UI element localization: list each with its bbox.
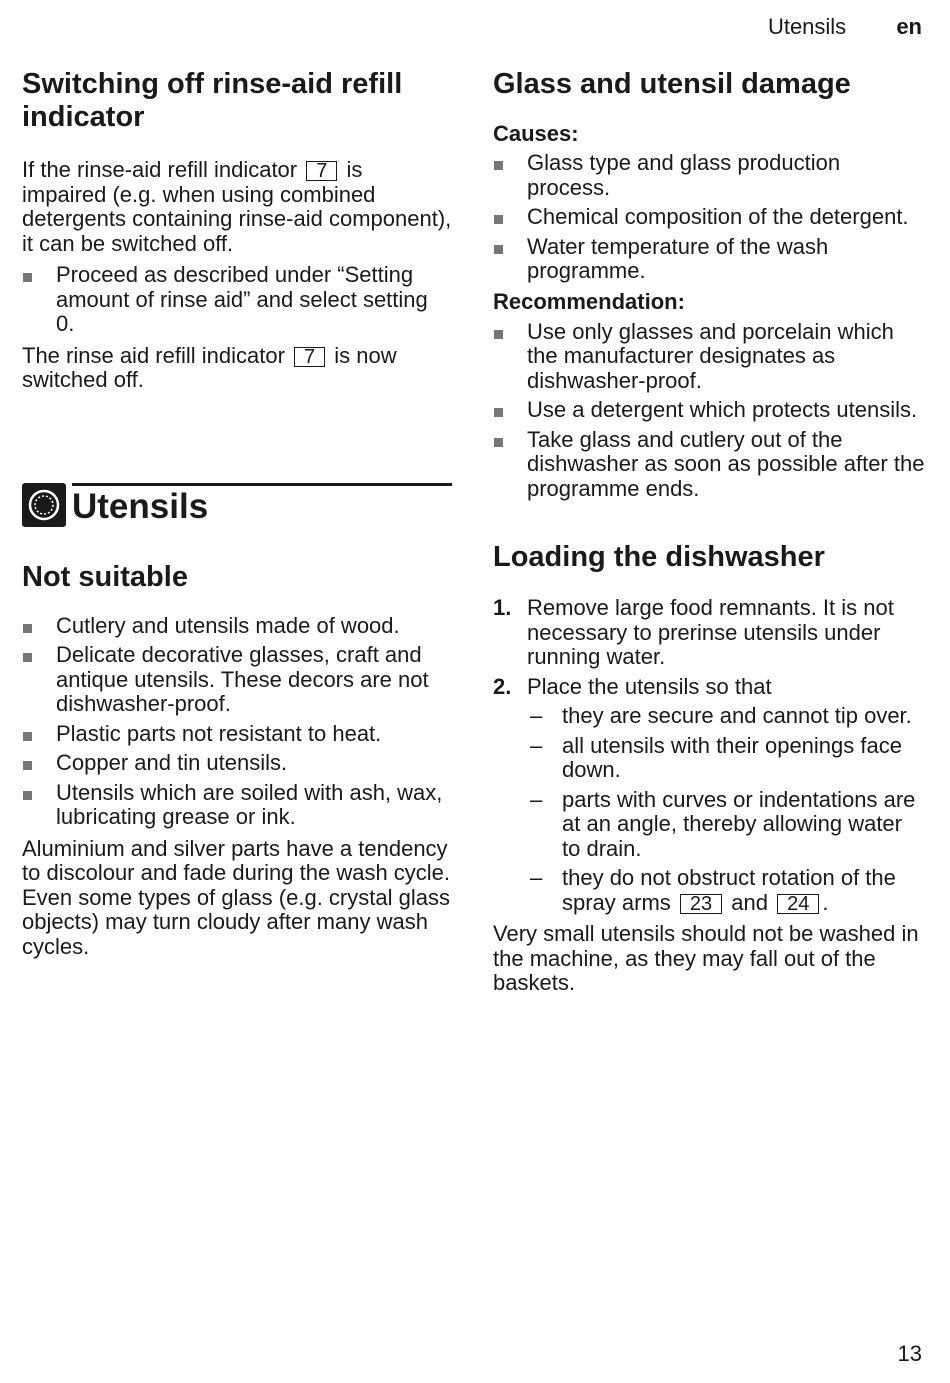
loading-steps: [493, 596, 925, 915]
utensils-section-header: [22, 483, 452, 543]
list-item: Utensils which are soiled with ash, wax, lubricating grease or ink.: [22, 781, 452, 830]
list-item: – parts with curves or indentations are at an angle, thereby allowing water to drain.: [527, 788, 925, 862]
running-header: [768, 14, 922, 40]
utensils-note: Aluminium and silver parts have a tendency to discolour and fade during the wash cycle. Even some types of glass (e.g. crystal glass objects) may turn cloudy after many wash cycles.: [22, 835, 451, 959]
list-item: Delicate decorative glasses, craft and antique utensils. These decors are not dishwasher-proof.: [22, 643, 452, 717]
loading-heading: Loading the dishwasher: [493, 541, 825, 573]
causes-list: [493, 151, 925, 284]
list-item: Use only glasses and porcelain which the manufacturer designates as dishwasher-proof.: [493, 320, 925, 394]
header-language: en: [896, 14, 922, 39]
section-rule: [72, 483, 452, 486]
utensils-heading: Utensils: [72, 486, 209, 526]
list-item: Glass type and glass production process.: [493, 151, 925, 200]
damage-heading: Glass and utensil damage: [493, 68, 851, 100]
step-number: 1.: [493, 595, 512, 620]
loading-note: Very small utensils should not be washed in the machine, as they may fall out of the baskets.: [493, 921, 919, 995]
list-item: Take glass and cutlery out of the dishwasher as soon as possible after the programme ends.: [493, 428, 925, 502]
ref-box: 24: [777, 894, 819, 914]
not-suitable-heading: Not suitable: [22, 560, 188, 593]
header-section: Utensils: [767, 14, 847, 39]
recommendation-list: [493, 320, 925, 502]
list-item: Chemical composition of the detergent.: [493, 205, 925, 230]
not-suitable-list: [22, 614, 452, 830]
list-item: 1. Remove large food remnants. It is not necessary to prerinse utensils under running water.: [493, 595, 894, 669]
list-item: – they do not obstruct rotation of the spray arms 23 and 24 .: [527, 866, 925, 915]
placement-sublist: [527, 704, 925, 915]
rinse-aid-heading: Switching off rinse-aid refill indicator: [22, 68, 403, 133]
list-item: – all utensils with their openings face down.: [527, 734, 925, 783]
page-number: 13: [897, 1341, 922, 1366]
recommendation-label: Recommendation:: [493, 288, 685, 314]
dishwasher-icon: [22, 483, 66, 527]
ref-box: 23: [680, 894, 722, 914]
list-item: – they are secure and cannot tip over.: [527, 704, 925, 729]
rinse-aid-result: The rinse aid refill indicator 7 is now switched off.: [22, 342, 397, 392]
ref-box: 7: [294, 347, 325, 367]
step-number: 2.: [493, 673, 512, 699]
left-column: [22, 68, 452, 959]
list-item: Cutlery and utensils made of wood.: [22, 614, 452, 639]
list-item: 2. Place the utensils so that – they are secure and cannot tip over. – all utensils with their openings face down. – parts with curves or indentations are at an angle, thereby allowing water to drain. – they do not obstruct rotation of the spray arms 23 and 24 .: [493, 675, 925, 916]
causes-label: Causes:: [493, 121, 579, 146]
list-item: Copper and tin utensils.: [22, 751, 452, 776]
list-item: Water temperature of the wash programme.: [493, 235, 925, 284]
list-item: Proceed as described under “Setting amount of rinse aid” and select setting 0.: [22, 263, 452, 337]
list-item: Plastic parts not resistant to heat.: [22, 722, 452, 747]
list-item: Use a detergent which protects utensils.: [493, 398, 925, 423]
ref-box: 7: [306, 161, 337, 181]
right-column: [493, 68, 925, 996]
rinse-aid-steps: [22, 263, 452, 337]
rinse-aid-intro: If the rinse-aid refill indicator 7 is impaired (e.g. when using combined detergents containing rinse-aid component), it can be switched off.: [22, 157, 452, 256]
